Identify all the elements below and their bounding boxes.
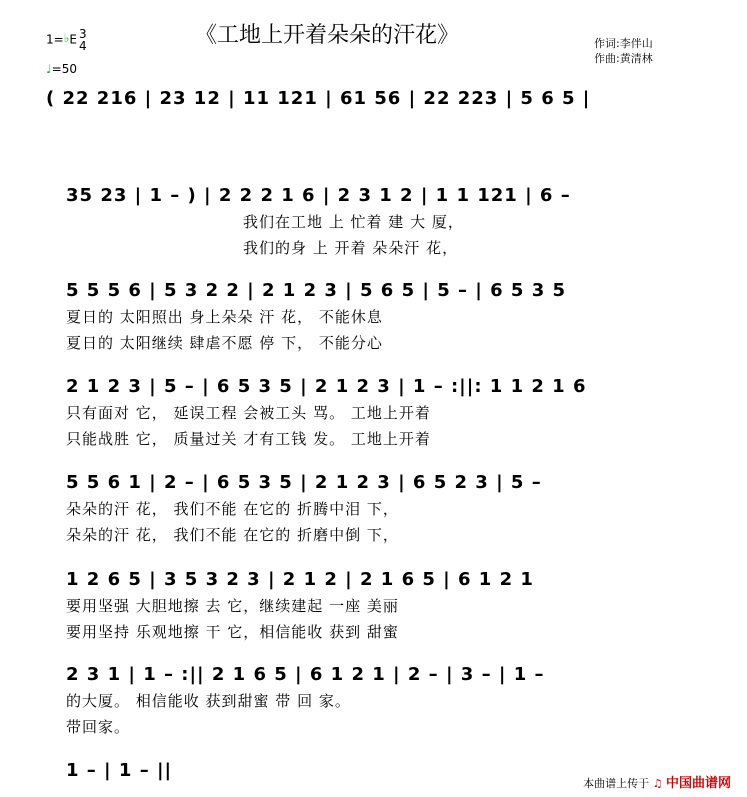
row-lyrics-verse-2: 夏日的 太阳继续 肆虐不愿 停 下， 不能分心 [66, 334, 383, 352]
footer-credit [583, 772, 731, 791]
row-lyrics-verse-1: 朵朵的汗 花， 我们不能 在它的 折腾中泪 下， [66, 500, 399, 518]
song-title: 《工地上开着朵朵的汗花》 [195, 23, 460, 48]
time-signature [79, 28, 87, 52]
flat-icon: ♭ [63, 30, 70, 45]
key-tonic: E [69, 32, 77, 47]
row-lyrics-verse-1: 的大厦。 相信能收 获到甜蜜 带 回 家。 [66, 692, 351, 710]
lyricist: 作词:李伴山 [594, 37, 653, 50]
row-lyrics-verse-1: 只有面对 它， 延误工程 会被工头 骂。 工地上开着 [66, 404, 431, 422]
row-notes: 1 – | 1 – || [66, 760, 173, 781]
time-top: 3 [78, 27, 87, 41]
row-notes: 2 3 1 | 1 – :|| 2 1 6 5 | 6 1 2 1 | 2 – | 3 – | 1 – [66, 664, 545, 685]
tempo-value: =50 [51, 62, 77, 76]
credits [594, 36, 653, 66]
row-lyrics-verse-1: 我们在工地 上 忙着 建 大 厦， [243, 213, 464, 231]
quarter-note-icon: ♩ [46, 62, 52, 76]
row-lyrics-verse-2: 我们的身 上 开着 朵朵汗 花， [243, 239, 459, 257]
row-lyrics-verse-2: 带回家。 [66, 718, 131, 736]
row-notes: ( 22 216 | 23 12 | 11 121 | 61 56 | 22 223 | 5 6 5 | [46, 88, 591, 109]
row-lyrics-verse-1: 要用坚强 大胆地擦 去 它，继续建起 一座 美丽 [66, 597, 399, 615]
row-lyrics-verse-2: 朵朵的汗 花， 我们不能 在它的 折磨中倒 下， [66, 526, 399, 544]
row-notes: 35 23 | 1 – ) | 2 2 2 1 6 | 2 3 1 2 | 1 1 121 | 6 – [66, 185, 571, 206]
key-signature [46, 28, 87, 52]
row-notes: 5 5 5 6 | 5 3 2 2 | 2 1 2 3 | 5 6 5 | 5 – | 6 5 3 5 [66, 280, 567, 301]
time-bottom: 4 [78, 39, 87, 53]
row-lyrics-verse-2: 要用坚持 乐观地擦 干 它，相信能收 获到 甜蜜 [66, 623, 399, 641]
tempo-marking [46, 62, 77, 76]
row-lyrics-verse-1: 夏日的 太阳照出 身上朵朵 汗 花， 不能休息 [66, 308, 383, 326]
row-notes: 5 5 6 1 | 2 – | 6 5 3 5 | 2 1 2 3 | 6 5 2 3 | 5 – [66, 472, 542, 493]
key-prefix: 1= [46, 32, 64, 47]
site-logo-icon: ♫ [652, 777, 663, 790]
row-notes: 2 1 2 3 | 5 – | 6 5 3 5 | 2 1 2 3 | 1 – :||: 1 1 2 1 6 [66, 376, 587, 397]
composer: 作曲:黄清林 [594, 52, 653, 65]
row-notes: 1 2 6 5 | 3 5 3 2 3 | 2 1 2 | 2 1 6 5 | 6 1 2 1 [66, 569, 534, 590]
row-lyrics-verse-2: 只能战胜 它， 质量过关 才有工钱 发。 工地上开着 [66, 430, 431, 448]
footer-text: 本曲谱上传于 [583, 777, 650, 790]
footer-brand-link[interactable]: 中国曲谱网 [665, 776, 731, 791]
